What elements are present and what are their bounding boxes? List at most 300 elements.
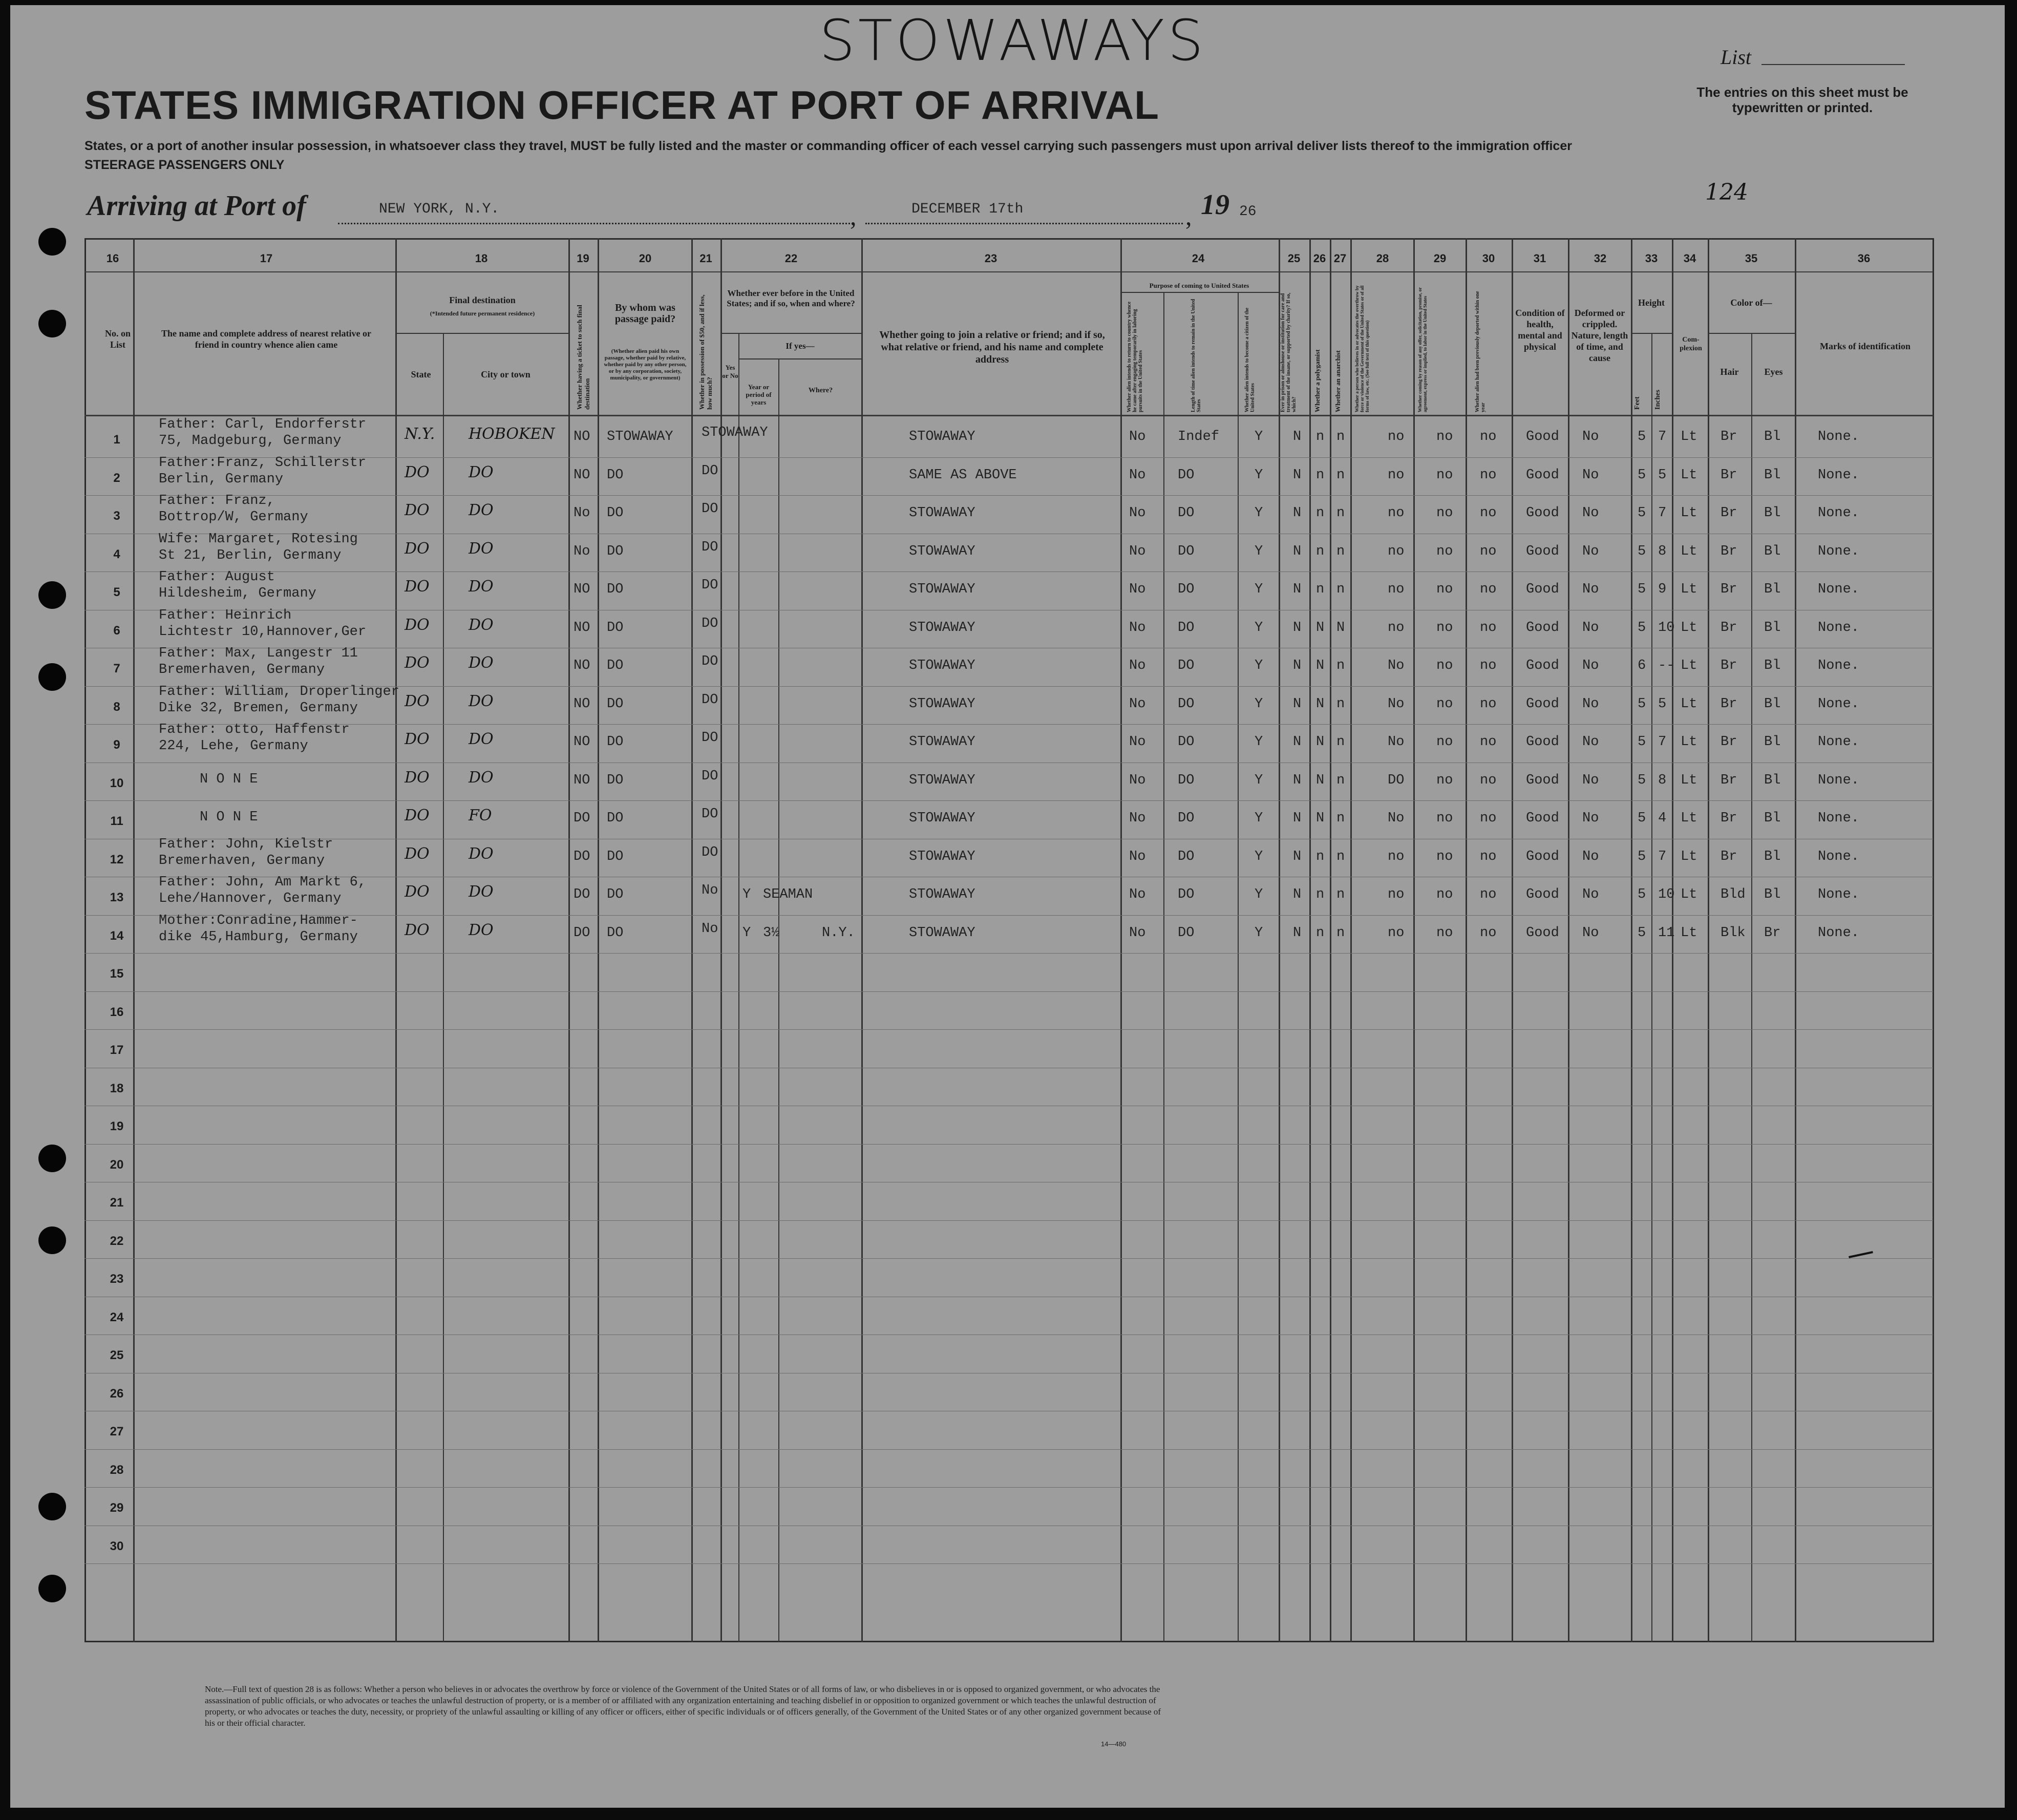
passage-paid-value: DO [607, 467, 624, 483]
eye-color-value: Bl [1764, 429, 1781, 445]
height-feet-value: 5 [1638, 543, 1646, 559]
marks-value: None. [1818, 849, 1860, 864]
q29-value: no [1436, 811, 1453, 826]
q29-value: no [1436, 772, 1453, 788]
col-divider [1568, 238, 1569, 1642]
row-number: 10 [110, 776, 124, 790]
height-inches-value: 5 [1658, 467, 1667, 483]
binder-hole [38, 228, 66, 256]
complexion-value: Lt [1681, 543, 1697, 559]
sub-divider [738, 333, 739, 1642]
row-number: 12 [110, 852, 124, 866]
relative-line1: Father: otto, Haffenstr [159, 722, 350, 737]
header-polygamist: Whether a polygamist [1313, 349, 1321, 412]
possession-value: DO [702, 539, 718, 555]
relative-line2: Lichtestr 10,Hannover,Ger [159, 624, 367, 640]
purpose-citizen-value: Y [1255, 505, 1263, 521]
anarchist-value: N [1336, 620, 1345, 636]
header-year-period: Year or period of years [746, 383, 772, 406]
col-number: 19 [577, 252, 589, 265]
header-prison: Ever in prison or almshouse or institution for care and treatment of the insane, or supported by charity? If so, which? [1280, 292, 1297, 412]
height-inches-value: 10 [1658, 887, 1675, 902]
row-number: 1 [113, 433, 120, 447]
typewritten-note: The entries on this sheet must be typewritten or printed. [1696, 84, 1908, 115]
row-number: 5 [113, 585, 120, 599]
col-number: 26 [1313, 252, 1326, 265]
row-number: 28 [110, 1463, 124, 1477]
header-color-of: Color of— [1730, 298, 1772, 308]
final-state: N.Y. [405, 425, 435, 443]
arrival-date: DECEMBER 17th [911, 201, 1024, 217]
q29-value: no [1436, 429, 1453, 445]
deformed-value: No [1582, 429, 1599, 445]
purpose-citizen-value: Y [1255, 772, 1263, 788]
purpose-citizen-value: Y [1255, 582, 1263, 597]
col-number: 32 [1594, 252, 1607, 265]
height-feet-value: 5 [1638, 429, 1646, 445]
health-value: Good [1526, 429, 1559, 445]
relative-line2: Hildesheim, Germany [159, 586, 316, 601]
col-number: 34 [1683, 252, 1696, 265]
height-feet-value: 5 [1638, 887, 1646, 902]
deported-value: no [1480, 887, 1497, 902]
polygamist-value: n [1316, 887, 1325, 902]
height-inches-value: 5 [1658, 696, 1667, 712]
header-purpose: Purpose of coming to United States [1149, 282, 1249, 289]
purpose-citizen-value: Y [1255, 811, 1263, 826]
q28-value: No [1388, 696, 1405, 712]
binder-hole [38, 310, 66, 337]
final-city: DO [469, 730, 494, 748]
final-city: DO [469, 844, 494, 863]
final-state: DO [405, 578, 430, 596]
purpose-return-value: No [1129, 658, 1146, 673]
purpose-citizen-value: Y [1255, 887, 1263, 902]
purpose-length-value: DO [1178, 887, 1195, 902]
joining-value: SAME AS ABOVE [909, 467, 1017, 483]
prison-value: N [1293, 543, 1302, 559]
passage-paid-value: DO [607, 734, 624, 750]
passage-paid-value: DO [607, 543, 624, 559]
col-number: 33 [1645, 252, 1658, 265]
col-divider [1413, 238, 1415, 1642]
deformed-value: No [1582, 925, 1599, 941]
col-number: 28 [1376, 252, 1389, 265]
col-number: 18 [475, 252, 488, 265]
year-suffix: 26 [1239, 204, 1257, 220]
eye-color-value: Bl [1764, 658, 1781, 673]
passage-paid-value: DO [607, 887, 624, 902]
row-number: 2 [113, 471, 120, 485]
height-inches-value: 10 [1658, 620, 1675, 636]
deported-value: no [1480, 658, 1497, 673]
purpose-length-value: Indef [1178, 429, 1220, 445]
final-city: DO [469, 692, 494, 710]
possession-value: DO [702, 730, 718, 746]
polygamist-value: N [1316, 772, 1325, 788]
relative-line1: Father: Carl, Endorferstr [159, 417, 367, 432]
ticket-value: NO [574, 429, 590, 445]
anarchist-value: n [1336, 696, 1345, 712]
row-number: 23 [110, 1272, 124, 1286]
deported-value: no [1480, 696, 1497, 712]
eye-color-value: Bl [1764, 849, 1781, 864]
header-subline [738, 358, 861, 359]
relative-line1: Father: John, Kielstr [159, 836, 333, 852]
deformed-value: No [1582, 582, 1599, 597]
final-state: DO [405, 616, 430, 634]
complexion-value: Lt [1681, 620, 1697, 636]
marks-value: None. [1818, 811, 1860, 826]
col-divider [133, 238, 135, 1642]
final-city: HOBOKEN [469, 425, 555, 443]
deformed-value: No [1582, 620, 1599, 636]
col-number: 25 [1287, 252, 1301, 265]
ticket-value: DO [574, 849, 590, 864]
eye-color-value: Bl [1764, 505, 1781, 521]
eye-color-value: Bl [1764, 887, 1781, 902]
row-number: 19 [110, 1119, 124, 1133]
col-divider [1279, 238, 1280, 1642]
binder-hole [38, 581, 66, 609]
anarchist-value: n [1336, 505, 1345, 521]
polygamist-value: N [1316, 811, 1325, 826]
hair-color-value: Blk [1721, 925, 1746, 941]
row-number: 11 [110, 814, 123, 828]
final-state: DO [405, 654, 430, 672]
header-city: City or town [481, 369, 530, 379]
relative-line1: Father: Max, Langestr 11 [159, 646, 358, 661]
header-purpose-c: Whether alien intends to become a citizen of the United States [1244, 307, 1256, 412]
row-rule [84, 1258, 1933, 1259]
joining-value: STOWAWAY [909, 658, 975, 673]
marks-value: None. [1818, 925, 1860, 941]
row-number: 6 [113, 623, 120, 638]
complexion-value: Lt [1681, 811, 1697, 826]
col-divider [395, 238, 397, 1642]
ever-before-period: SEAMAN [763, 887, 813, 902]
col-divider [1795, 238, 1796, 1642]
header-subline [1631, 333, 1672, 334]
sub-divider [1238, 292, 1239, 1642]
eye-color-value: Bl [1764, 620, 1781, 636]
marks-value: None. [1818, 696, 1860, 712]
relative-line2: N O N E [200, 771, 258, 787]
ticket-value: NO [574, 734, 590, 750]
eye-color-value: Bl [1764, 734, 1781, 750]
possession-value: DO [702, 501, 718, 517]
relative-line2: 224, Lehe, Germany [159, 738, 308, 754]
header-if-yes: If yes— [785, 341, 815, 351]
purpose-citizen-value: Y [1255, 429, 1263, 445]
complexion-value: Lt [1681, 925, 1697, 941]
list-label: List [1721, 46, 1752, 69]
relative-line1: Father: John, Am Markt 6, [159, 875, 367, 890]
ever-before-yes-no: Y [742, 925, 751, 941]
instructions: States, or a port of another insular possession, in whatsoever class they travel, MUST be fully listed and the master or commanding officer of each vessel carrying such passengers must upon arrival deliver lists thereof to the immigration officer [84, 139, 1572, 153]
complexion-value: Lt [1681, 696, 1697, 712]
header-yes-no: Yes or No [722, 364, 738, 379]
final-state: DO [405, 539, 430, 558]
final-state: DO [405, 768, 430, 787]
eye-color-value: Br [1764, 925, 1781, 941]
anarchist-value: n [1336, 658, 1345, 673]
hair-color-value: Br [1721, 429, 1737, 445]
relative-line2: Bremerhaven, Germany [159, 853, 325, 869]
binder-hole [38, 1226, 66, 1254]
joining-value: STOWAWAY [909, 849, 975, 864]
purpose-return-value: No [1129, 620, 1146, 636]
row-number: 18 [110, 1081, 124, 1095]
height-feet-value: 5 [1638, 849, 1646, 864]
purpose-length-value: DO [1178, 620, 1195, 636]
purpose-return-value: No [1129, 543, 1146, 559]
hair-color-value: Br [1721, 696, 1737, 712]
deported-value: no [1480, 505, 1497, 521]
purpose-citizen-value: Y [1255, 696, 1263, 712]
health-value: Good [1526, 467, 1559, 483]
purpose-citizen-value: Y [1255, 467, 1263, 483]
header-final-destination: Final destination [449, 295, 516, 305]
anarchist-value: n [1336, 467, 1345, 483]
purpose-length-value: DO [1178, 467, 1195, 483]
header-purpose-a: Whether alien intends to return to country whence he came after engaging temporarily in laboring pursuits in the United States [1127, 301, 1143, 412]
row-number: 26 [110, 1386, 124, 1401]
row-number: 4 [113, 547, 120, 561]
hair-color-value: Br [1721, 620, 1737, 636]
year-prefix: 19 [1201, 189, 1229, 221]
header-state: State [411, 369, 431, 379]
deported-value: no [1480, 467, 1497, 483]
relative-line1: Father: August [159, 569, 275, 585]
q29-value: no [1436, 505, 1453, 521]
row-number: 9 [113, 738, 120, 752]
purpose-return-value: No [1129, 811, 1146, 826]
row-number: 16 [110, 1005, 124, 1019]
marks-value: None. [1818, 429, 1860, 445]
purpose-return-value: No [1129, 772, 1146, 788]
final-state: DO [405, 501, 430, 519]
binder-hole [38, 663, 66, 691]
passage-paid-value: STOWAWAY [607, 429, 673, 445]
eye-color-value: Bl [1764, 543, 1781, 559]
header-subline [395, 333, 568, 334]
final-state: DO [405, 921, 430, 939]
marks-value: None. [1818, 734, 1860, 750]
passage-paid-value: DO [607, 696, 624, 712]
relative-line2: St 21, Berlin, Germany [159, 547, 342, 563]
row-rule [84, 953, 1933, 954]
polygamist-value: N [1316, 696, 1325, 712]
q28-value: no [1388, 887, 1405, 902]
q28-value: no [1388, 849, 1405, 864]
ever-before-period: 3½ [763, 925, 780, 941]
joining-value: STOWAWAY [909, 887, 975, 902]
health-value: Good [1526, 811, 1559, 826]
relative-line1: Wife: Margaret, Rotesing [159, 531, 358, 547]
polygamist-value: n [1316, 429, 1325, 445]
health-value: Good [1526, 925, 1559, 941]
deformed-value: No [1582, 849, 1599, 864]
relative-line2: Berlin, Germany [159, 471, 284, 487]
height-inches-value: 7 [1658, 734, 1667, 750]
purpose-return-value: No [1129, 696, 1146, 712]
height-feet-value: 5 [1638, 582, 1646, 597]
comma: , [1185, 202, 1192, 230]
eye-color-value: Bl [1764, 582, 1781, 597]
ticket-value: NO [574, 696, 590, 712]
eye-color-value: Bl [1764, 467, 1781, 483]
joining-value: STOWAWAY [909, 505, 975, 521]
relative-line2: dike 45,Hamburg, Germany [159, 929, 358, 945]
final-city: FO [469, 807, 492, 824]
passage-paid-value: DO [607, 505, 624, 521]
anarchist-value: n [1336, 772, 1345, 788]
hair-color-value: Bld [1721, 887, 1746, 902]
row-number: 24 [110, 1310, 124, 1324]
hair-color-value: Br [1721, 734, 1737, 750]
header-marks: Marks of identification [1820, 341, 1910, 351]
q29-value: no [1436, 925, 1453, 941]
ticket-value: DO [574, 887, 590, 902]
col-divider [568, 238, 570, 1642]
purpose-return-value: No [1129, 505, 1146, 521]
prison-value: N [1293, 925, 1302, 941]
row-rule [84, 800, 1933, 801]
hair-color-value: Br [1721, 772, 1737, 788]
anarchist-value: n [1336, 734, 1345, 750]
relative-line1: Mother:Conradine,Hammer- [159, 913, 358, 928]
joining-value: STOWAWAY [909, 734, 975, 750]
col-number: 17 [260, 252, 273, 265]
prison-value: N [1293, 658, 1302, 673]
possession-value: STOWAWAY [702, 425, 768, 440]
anarchist-value: n [1336, 543, 1345, 559]
prison-value: N [1293, 849, 1302, 864]
header-anarchist: Whether an anarchist [1334, 350, 1342, 412]
final-city: DO [469, 883, 494, 901]
marks-value: None. [1818, 620, 1860, 636]
passage-paid-value: DO [607, 620, 624, 636]
purpose-return-value: No [1129, 734, 1146, 750]
prison-value: N [1293, 811, 1302, 826]
height-inches-value: 8 [1658, 772, 1667, 788]
joining-value: STOWAWAY [909, 543, 975, 559]
q29-value: no [1436, 543, 1453, 559]
joining-value: STOWAWAY [909, 620, 975, 636]
height-feet-value: 5 [1638, 505, 1646, 521]
anarchist-value: n [1336, 887, 1345, 902]
header-subline [1708, 333, 1795, 334]
joining-value: STOWAWAY [909, 811, 975, 826]
height-inches-value: 8 [1658, 543, 1667, 559]
polygamist-value: n [1316, 505, 1325, 521]
arrival-port: NEW YORK, N.Y. [379, 201, 500, 217]
health-value: Good [1526, 620, 1559, 636]
q29-value: no [1436, 658, 1453, 673]
health-value: Good [1526, 887, 1559, 902]
q28-value: no [1388, 925, 1405, 941]
relative-line1: Father:Franz, Schillerstr [159, 455, 367, 471]
height-feet-value: 5 [1638, 620, 1646, 636]
header-ticket: Whether having a ticket to such final destination [576, 305, 591, 410]
deformed-value: No [1582, 887, 1599, 902]
purpose-citizen-value: Y [1255, 734, 1263, 750]
health-value: Good [1526, 734, 1559, 750]
purpose-length-value: DO [1178, 925, 1195, 941]
possession-value: DO [702, 844, 718, 860]
col-divider [1466, 238, 1467, 1642]
purpose-citizen-value: Y [1255, 658, 1263, 673]
purpose-return-value: No [1129, 582, 1146, 597]
ticket-value: NO [574, 467, 590, 483]
marks-value: None. [1818, 543, 1860, 559]
deformed-value: No [1582, 658, 1599, 673]
height-inches-value: -- [1658, 658, 1675, 673]
row-number: 27 [110, 1425, 124, 1438]
eye-color-value: Bl [1764, 696, 1781, 712]
ticket-value: No [574, 505, 590, 521]
header-eyes: Eyes [1764, 367, 1783, 377]
q28-value: no [1388, 620, 1405, 636]
header-feet: Feet [1633, 396, 1641, 410]
purpose-return-value: No [1129, 467, 1146, 483]
health-value: Good [1526, 543, 1559, 559]
comma: , [850, 202, 857, 230]
row-rule [84, 495, 1933, 496]
marks-value: None. [1818, 658, 1860, 673]
header-hair: Hair [1720, 367, 1739, 377]
col-number: 30 [1482, 252, 1495, 265]
q29-value: no [1436, 467, 1453, 483]
sheet-number: 124 [1705, 179, 1748, 205]
row-rule [84, 915, 1933, 916]
deported-value: no [1480, 620, 1497, 636]
purpose-length-value: DO [1178, 582, 1195, 597]
row-number: 8 [113, 700, 120, 714]
row-rule [84, 724, 1933, 725]
prison-value: N [1293, 887, 1302, 902]
final-city: DO [469, 463, 494, 481]
date-line [865, 223, 1183, 225]
polygamist-value: n [1316, 582, 1325, 597]
col-number: 36 [1857, 252, 1871, 265]
col-divider [1309, 238, 1311, 1642]
relative-line2: Lehe/Hannover, Germany [159, 891, 342, 906]
height-inches-value: 11 [1658, 925, 1675, 941]
ticket-value: DO [574, 811, 590, 826]
q28-value: no [1388, 582, 1405, 597]
health-value: Good [1526, 582, 1559, 597]
passage-paid-value: DO [607, 772, 624, 788]
binder-hole [38, 1575, 66, 1602]
col-number: 24 [1192, 252, 1205, 265]
final-state: DO [405, 463, 430, 481]
header-bottom-line [84, 415, 1933, 416]
passage-paid-value: DO [607, 849, 624, 864]
purpose-length-value: DO [1178, 696, 1195, 712]
stowaways-stamp: STOWAWAYS [819, 8, 1207, 73]
passage-paid-value: DO [607, 811, 624, 826]
polygamist-value: N [1316, 734, 1325, 750]
header-ever-before: Whether ever before in the United States; and if so, when and where? [727, 288, 855, 308]
q29-value: no [1436, 887, 1453, 902]
anarchist-value: n [1336, 582, 1345, 597]
row-rule [84, 1563, 1933, 1564]
deported-value: no [1480, 582, 1497, 597]
steerage-note: STEERAGE PASSENGERS ONLY [84, 158, 285, 172]
col-number: 29 [1433, 252, 1447, 265]
